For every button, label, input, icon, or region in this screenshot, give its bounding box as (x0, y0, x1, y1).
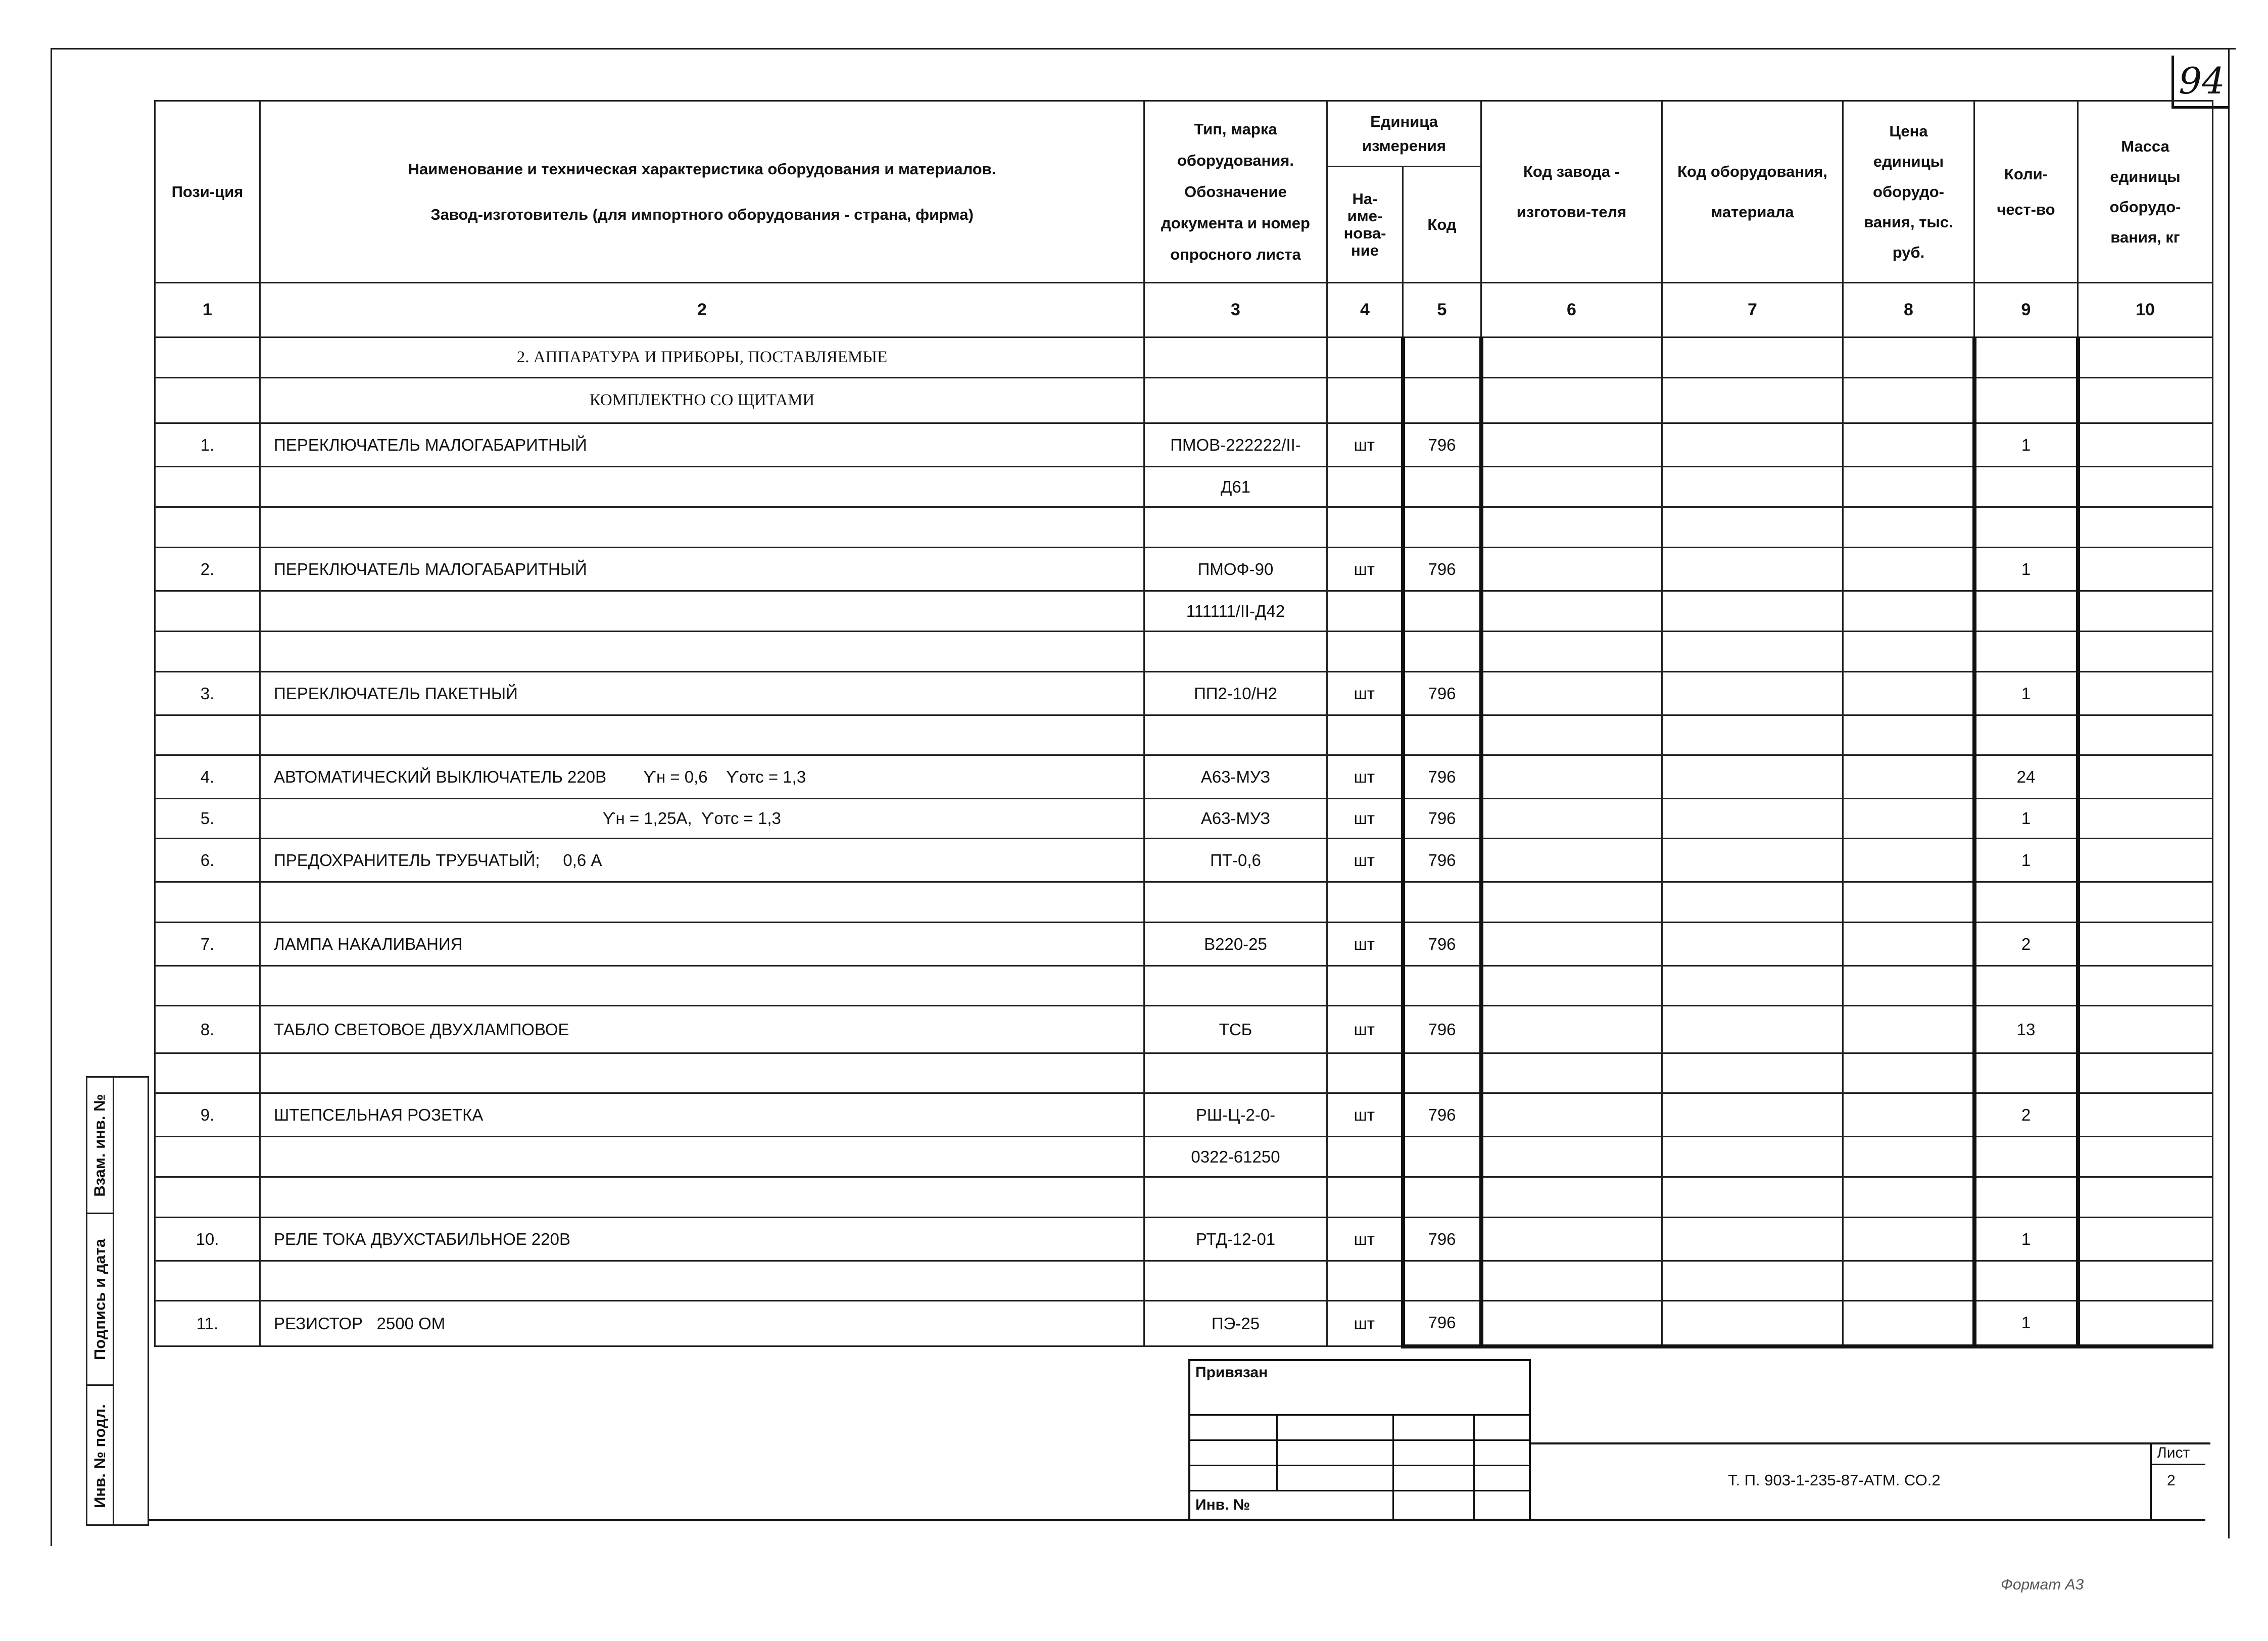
row-factory-code (1481, 1177, 1662, 1218)
row-position: 6. (155, 839, 260, 882)
section-row (155, 378, 2213, 423)
row-price (1843, 467, 1974, 507)
row-unit-code (1403, 1177, 1481, 1218)
row-unit-code: 796 (1403, 839, 1481, 882)
row-material-code (1662, 672, 1843, 715)
row-type: В220-25 (1144, 923, 1327, 966)
row-price (1843, 882, 1974, 923)
table-row (155, 1137, 2213, 1177)
row-type: 111111/II-Д42 (1144, 591, 1327, 632)
row-material-code (1662, 1177, 1843, 1218)
row-unit-code: 796 (1403, 755, 1481, 799)
row-price (1843, 423, 1974, 467)
table-row (155, 966, 2213, 1006)
row-quantity (1974, 1261, 2078, 1301)
row-factory-code (1481, 799, 1662, 839)
row-name (260, 882, 1144, 923)
row-unit-code (1403, 632, 1481, 672)
row-type: 0322-61250 (1144, 1137, 1327, 1177)
row-quantity: 24 (1974, 755, 2078, 799)
drawing-frame-right (2228, 48, 2230, 1538)
row-material-code (1662, 632, 1843, 672)
row-name: РЕЛЕ ТОКА ДВУХСТАБИЛЬНОЕ 220В (260, 1218, 1144, 1261)
row-quantity: 1 (1974, 1301, 2078, 1346)
sheet-number: 2 (2167, 1472, 2176, 1489)
col-header-unit-name: На-име-нова-ние (1327, 167, 1403, 283)
row-mass (2078, 1137, 2213, 1177)
row-mass (2078, 882, 2213, 923)
sheet-label: Лист (2152, 1442, 2205, 1465)
row-mass (2078, 548, 2213, 591)
row-type (1144, 1177, 1327, 1218)
row-type (1144, 715, 1327, 755)
row-factory-code (1481, 966, 1662, 1006)
row-price (1843, 1301, 1974, 1346)
row-name: РЕЗИСТОР 2500 ОМ (260, 1301, 1144, 1346)
row-mass (2078, 799, 2213, 839)
row-type (1144, 632, 1327, 672)
row-unit-name (1327, 715, 1403, 755)
row-mass (2078, 1006, 2213, 1053)
row-unit-code (1403, 507, 1481, 548)
row-name: ШТЕПСЕЛЬНАЯ РОЗЕТКА (260, 1093, 1144, 1137)
row-type: ТСБ (1144, 1006, 1327, 1053)
row-unit-code (1403, 1261, 1481, 1301)
table-row (155, 1006, 2213, 1053)
row-position: 1. (155, 423, 260, 467)
row-material-code (1662, 882, 1843, 923)
row-unit-code: 796 (1403, 1218, 1481, 1261)
col-header-mass: Масса единицы оборудо-вания, кг (2078, 101, 2213, 283)
row-price (1843, 1261, 1974, 1301)
row-position (155, 1137, 260, 1177)
row-type (1144, 1261, 1327, 1301)
row-factory-code (1481, 1301, 1662, 1346)
row-factory-code (1481, 923, 1662, 966)
row-material-code (1662, 755, 1843, 799)
table-row (155, 715, 2213, 755)
col-num: 6 (1481, 283, 1662, 337)
table-row (155, 1218, 2213, 1261)
col-header-unit-code: Код (1403, 167, 1481, 283)
document-code: Т. П. 903-1-235-87-АТМ. СО.2 (1728, 1471, 1941, 1489)
col-num: 8 (1843, 283, 1974, 337)
attachment-stamp (1188, 1359, 1531, 1521)
row-position: 7. (155, 923, 260, 966)
table-row (155, 839, 2213, 882)
sheet-box (2150, 1442, 2205, 1521)
row-type: ПМОФ-90 (1144, 548, 1327, 591)
row-unit-name: шт (1327, 923, 1403, 966)
row-position (155, 1177, 260, 1218)
row-position (155, 715, 260, 755)
row-factory-code (1481, 1218, 1662, 1261)
row-name (260, 1261, 1144, 1301)
row-mass (2078, 632, 2213, 672)
row-price (1843, 672, 1974, 715)
row-unit-code (1403, 882, 1481, 923)
row-position (155, 882, 260, 923)
table-row (155, 1177, 2213, 1218)
row-type: РШ-Ц-2-0- (1144, 1093, 1327, 1137)
row-unit-name (1327, 882, 1403, 923)
row-mass (2078, 423, 2213, 467)
row-name: Ƴн = 1,25А, Ƴотс = 1,3 (260, 799, 1144, 839)
header-row (155, 101, 2213, 167)
row-position (155, 1053, 260, 1093)
row-name: ПЕРЕКЛЮЧАТЕЛЬ МАЛОГАБАРИТНЫЙ (260, 423, 1144, 467)
row-mass (2078, 839, 2213, 882)
table-row (155, 507, 2213, 548)
row-price (1843, 1006, 1974, 1053)
row-unit-code: 796 (1403, 923, 1481, 966)
row-unit-code (1403, 1053, 1481, 1093)
row-unit-code (1403, 591, 1481, 632)
row-unit-name: шт (1327, 839, 1403, 882)
row-mass (2078, 1093, 2213, 1137)
row-name (260, 1177, 1144, 1218)
inv-label: Инв. № (1195, 1497, 1250, 1513)
row-material-code (1662, 799, 1843, 839)
row-type: РТД-12-01 (1144, 1218, 1327, 1261)
row-factory-code (1481, 591, 1662, 632)
row-mass (2078, 1053, 2213, 1093)
col-header-name (260, 101, 1144, 283)
row-factory-code (1481, 1053, 1662, 1093)
row-material-code (1662, 467, 1843, 507)
row-mass (2078, 1301, 2213, 1346)
row-unit-code: 796 (1403, 1093, 1481, 1137)
row-material-code (1662, 1218, 1843, 1261)
row-material-code (1662, 966, 1843, 1006)
col-header-material-code: Код оборудования, материала (1662, 101, 1843, 283)
format-label: Формат А3 (2001, 1576, 2084, 1593)
section-title-line1: 2. АППАРАТУРА И ПРИБОРЫ, ПОСТАВЛЯЕМЫЕ (260, 337, 1144, 378)
row-name: АВТОМАТИЧЕСКИЙ ВЫКЛЮЧАТЕЛЬ 220В Ƴн = 0,6 Ƴотс = 1,3 (260, 755, 1144, 799)
original-inv-cell: Инв. № подл. (91, 1404, 109, 1508)
table-row (155, 672, 2213, 715)
row-type (1144, 1053, 1327, 1093)
row-factory-code (1481, 507, 1662, 548)
row-unit-name (1327, 1177, 1403, 1218)
signature-date-cell: Подпись и дата (87, 1214, 113, 1386)
row-price (1843, 839, 1974, 882)
row-unit-name (1327, 1137, 1403, 1177)
row-quantity (1974, 715, 2078, 755)
row-price (1843, 632, 1974, 672)
row-type (1144, 966, 1327, 1006)
row-unit-name (1327, 1261, 1403, 1301)
col-num: 2 (260, 283, 1144, 337)
row-material-code (1662, 507, 1843, 548)
row-type: А63-МУЗ (1144, 755, 1327, 799)
row-quantity (1974, 591, 2078, 632)
row-quantity: 1 (1974, 548, 2078, 591)
col-header-factory-code: Код завода - изготови-теля (1481, 101, 1662, 283)
row-name: ПРЕДОХРАНИТЕЛЬ ТРУБЧАТЫЙ; 0,6 А (260, 839, 1144, 882)
row-unit-code (1403, 1137, 1481, 1177)
row-position: 10. (155, 1218, 260, 1261)
row-material-code (1662, 548, 1843, 591)
row-mass (2078, 672, 2213, 715)
row-factory-code (1481, 672, 1662, 715)
row-price (1843, 591, 1974, 632)
table-row (155, 591, 2213, 632)
row-position (155, 1261, 260, 1301)
row-material-code (1662, 1261, 1843, 1301)
row-name (260, 966, 1144, 1006)
col-num: 4 (1327, 283, 1403, 337)
row-name: ПЕРЕКЛЮЧАТЕЛЬ МАЛОГАБАРИТНЫЙ (260, 548, 1144, 591)
col-num: 9 (1974, 283, 2078, 337)
row-position: 8. (155, 1006, 260, 1053)
col-header-unit-group: Единица измерения (1327, 101, 1481, 167)
table-row (155, 1093, 2213, 1137)
row-position: 9. (155, 1093, 260, 1137)
row-material-code (1662, 1006, 1843, 1053)
row-unit-name: шт (1327, 1301, 1403, 1346)
row-mass (2078, 591, 2213, 632)
row-factory-code (1481, 1093, 1662, 1137)
row-position (155, 632, 260, 672)
row-material-code (1662, 1301, 1843, 1346)
row-mass (2078, 507, 2213, 548)
row-name: ПЕРЕКЛЮЧАТЕЛЬ ПАКЕТНЫЙ (260, 672, 1144, 715)
row-factory-code (1481, 882, 1662, 923)
page-number: 94 (2172, 56, 2230, 109)
row-quantity (1974, 1177, 2078, 1218)
col-num: 5 (1403, 283, 1481, 337)
row-material-code (1662, 1137, 1843, 1177)
section-title-line2: КОМПЛЕКТНО СО ЩИТАМИ (260, 378, 1144, 423)
row-price (1843, 548, 1974, 591)
table-row (155, 1261, 2213, 1301)
row-name: ТАБЛО СВЕТОВОЕ ДВУХЛАМПОВОЕ (260, 1006, 1144, 1053)
title-block-line (1531, 1442, 2210, 1444)
row-unit-code (1403, 966, 1481, 1006)
col-num: 3 (1144, 283, 1327, 337)
row-price (1843, 507, 1974, 548)
row-price (1843, 799, 1974, 839)
row-price (1843, 1218, 1974, 1261)
row-price (1843, 1177, 1974, 1218)
row-quantity (1974, 467, 2078, 507)
row-mass (2078, 1218, 2213, 1261)
row-position (155, 507, 260, 548)
row-factory-code (1481, 755, 1662, 799)
row-quantity: 1 (1974, 1218, 2078, 1261)
row-mass (2078, 755, 2213, 799)
row-material-code (1662, 423, 1843, 467)
section-row (155, 337, 2213, 378)
col-header-type: Тип, марка оборудования. Обозначение документа и номер опросного листа (1144, 101, 1327, 283)
col-header-position: Пози-ция (155, 101, 260, 283)
col-header-price: Цена единицы оборудо-вания, тыс. руб. (1843, 101, 1974, 283)
row-unit-name: шт (1327, 548, 1403, 591)
specification-table (154, 100, 2213, 1348)
col-num: 1 (155, 283, 260, 337)
row-unit-code: 796 (1403, 423, 1481, 467)
row-material-code (1662, 715, 1843, 755)
row-type (1144, 507, 1327, 548)
row-quantity: 1 (1974, 839, 2078, 882)
table-row (155, 1053, 2213, 1093)
row-unit-code: 796 (1403, 799, 1481, 839)
row-name (260, 632, 1144, 672)
row-quantity (1974, 507, 2078, 548)
row-type: ПП2-10/Н2 (1144, 672, 1327, 715)
table-row (155, 882, 2213, 923)
row-position: 2. (155, 548, 260, 591)
table-row (155, 423, 2213, 467)
row-factory-code (1481, 632, 1662, 672)
row-unit-name (1327, 1053, 1403, 1093)
row-factory-code (1481, 715, 1662, 755)
row-factory-code (1481, 1137, 1662, 1177)
replaced-inv-cell: Взам. инв. № (87, 1078, 113, 1214)
row-name (260, 1053, 1144, 1093)
row-unit-code: 796 (1403, 548, 1481, 591)
row-position (155, 591, 260, 632)
table-row (155, 1301, 2213, 1346)
col-header-name-line1: Наименование и техническая характеристика оборудования и материалов. (408, 160, 996, 178)
row-quantity (1974, 966, 2078, 1006)
row-unit-name: шт (1327, 1218, 1403, 1261)
col-num: 7 (1662, 283, 1843, 337)
row-unit-name: шт (1327, 755, 1403, 799)
row-factory-code (1481, 423, 1662, 467)
row-quantity: 1 (1974, 423, 2078, 467)
row-name (260, 467, 1144, 507)
row-material-code (1662, 591, 1843, 632)
row-name (260, 507, 1144, 548)
table-row (155, 799, 2213, 839)
row-quantity (1974, 1053, 2078, 1093)
row-unit-name (1327, 632, 1403, 672)
column-number-row (155, 283, 2213, 337)
row-type (1144, 882, 1327, 923)
row-position: 5. (155, 799, 260, 839)
bottom-line (149, 1519, 2205, 1521)
row-name (260, 591, 1144, 632)
row-quantity: 2 (1974, 1093, 2078, 1137)
row-quantity: 2 (1974, 923, 2078, 966)
row-unit-name (1327, 591, 1403, 632)
row-type: ПТ-0,6 (1144, 839, 1327, 882)
row-mass (2078, 966, 2213, 1006)
row-unit-code: 796 (1403, 672, 1481, 715)
table-row (155, 632, 2213, 672)
row-price (1843, 1053, 1974, 1093)
approval-sidebar (86, 1076, 149, 1526)
row-type: ПЭ-25 (1144, 1301, 1327, 1346)
row-unit-name: шт (1327, 672, 1403, 715)
attached-label: Привязан (1195, 1364, 1268, 1381)
row-position: 3. (155, 672, 260, 715)
row-material-code (1662, 839, 1843, 882)
row-quantity (1974, 632, 2078, 672)
row-name (260, 1137, 1144, 1177)
col-num: 10 (2078, 283, 2213, 337)
row-unit-name: шт (1327, 1093, 1403, 1137)
row-quantity (1974, 882, 2078, 923)
row-quantity: 13 (1974, 1006, 2078, 1053)
row-unit-name (1327, 467, 1403, 507)
row-material-code (1662, 1093, 1843, 1137)
row-factory-code (1481, 467, 1662, 507)
row-material-code (1662, 1053, 1843, 1093)
row-name (260, 715, 1144, 755)
row-price (1843, 1137, 1974, 1177)
table-row (155, 923, 2213, 966)
row-factory-code (1481, 839, 1662, 882)
row-position (155, 966, 260, 1006)
row-unit-name: шт (1327, 799, 1403, 839)
row-unit-code (1403, 715, 1481, 755)
col-header-quantity: Коли-чест-во (1974, 101, 2078, 283)
row-type: ПМОВ-222222/II- (1144, 423, 1327, 467)
table-row (155, 467, 2213, 507)
row-quantity: 1 (1974, 799, 2078, 839)
row-factory-code (1481, 1261, 1662, 1301)
row-price (1843, 755, 1974, 799)
col-header-name-line2: Завод-изготовитель (для импортного оборудования - страна, фирма) (430, 205, 974, 223)
row-unit-code: 796 (1403, 1301, 1481, 1346)
row-unit-code (1403, 467, 1481, 507)
row-unit-name: шт (1327, 1006, 1403, 1053)
row-type: А63-МУЗ (1144, 799, 1327, 839)
table-row (155, 548, 2213, 591)
row-price (1843, 966, 1974, 1006)
row-position: 11. (155, 1301, 260, 1346)
row-quantity: 1 (1974, 672, 2078, 715)
row-mass (2078, 467, 2213, 507)
row-position: 4. (155, 755, 260, 799)
row-mass (2078, 1177, 2213, 1218)
row-mass (2078, 715, 2213, 755)
table-row (155, 755, 2213, 799)
row-unit-code: 796 (1403, 1006, 1481, 1053)
row-unit-name: шт (1327, 423, 1403, 467)
row-material-code (1662, 923, 1843, 966)
row-factory-code (1481, 1006, 1662, 1053)
row-name: ЛАМПА НАКАЛИВАНИЯ (260, 923, 1144, 966)
row-mass (2078, 1261, 2213, 1301)
row-unit-name (1327, 966, 1403, 1006)
row-price (1843, 715, 1974, 755)
row-quantity (1974, 1137, 2078, 1177)
row-price (1843, 1093, 1974, 1137)
row-unit-name (1327, 507, 1403, 548)
row-mass (2078, 923, 2213, 966)
row-price (1843, 923, 1974, 966)
row-factory-code (1481, 548, 1662, 591)
row-position (155, 467, 260, 507)
row-type: Д61 (1144, 467, 1327, 507)
